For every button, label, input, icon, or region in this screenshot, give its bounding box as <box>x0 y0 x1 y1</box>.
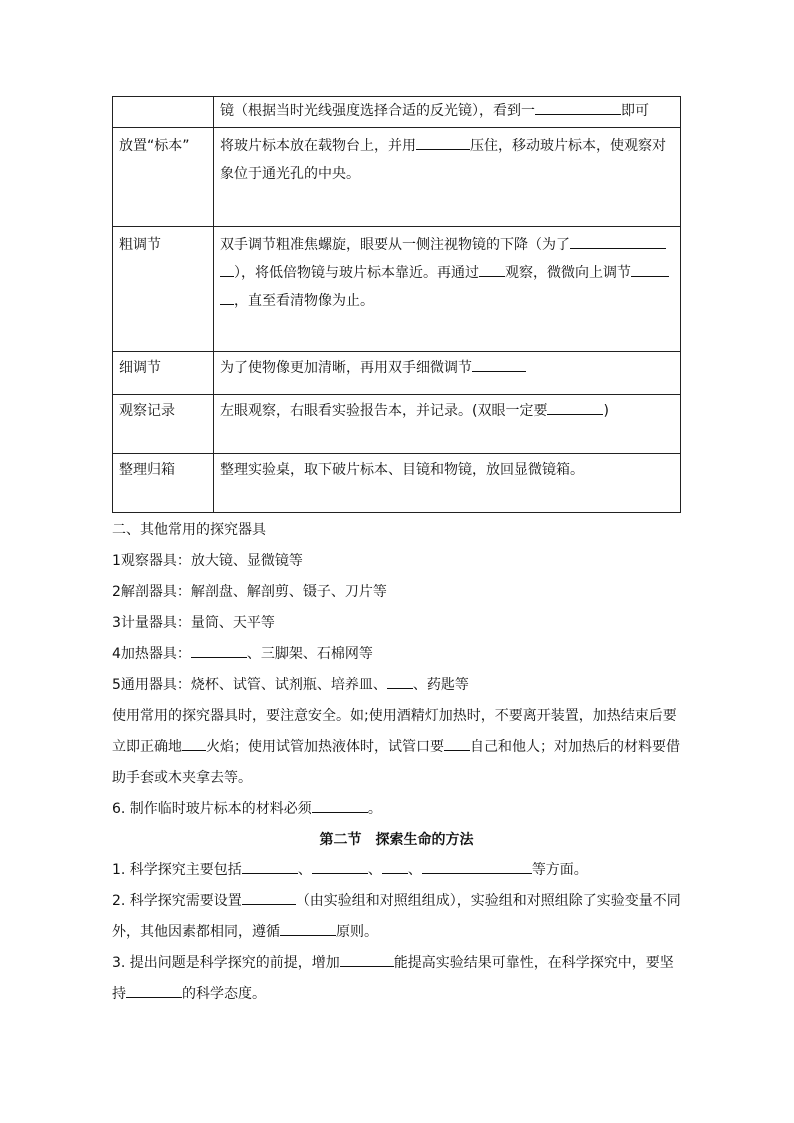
row-label: 细调节 <box>113 352 214 395</box>
row-text: 即可 <box>621 103 649 119</box>
fill-blank[interactable] <box>444 734 470 751</box>
row-text: 整理实验桌，取下破片标本、目镜和物镜，放回显微镜箱。 <box>220 462 584 478</box>
question-text: 2. 科学探究需要设置 <box>112 893 242 909</box>
fill-blank[interactable] <box>479 260 505 277</box>
list-item <box>112 670 681 701</box>
fill-blank[interactable] <box>312 857 368 874</box>
table-row <box>113 128 681 227</box>
row-text: 压住，移动玻片标本，使观察对象位于通光孔的中央。 <box>220 138 666 182</box>
table-row <box>113 454 681 513</box>
item-text: 。 <box>367 801 382 817</box>
fill-blank[interactable] <box>416 133 470 150</box>
item-text: 、三脚架、石棉网等 <box>246 646 373 662</box>
question-text: 1. 科学探究主要包括 <box>112 862 242 878</box>
table-row <box>113 227 681 352</box>
question-3 <box>112 948 681 1010</box>
list-item: 2解剖器具：解剖盘、解剖剪、镊子、刀片等 <box>112 584 387 600</box>
question-text: 、 <box>367 862 382 878</box>
row-text: 双手调节粗准焦螺旋，眼要从一侧注视物镜的下降（为了 <box>220 237 570 253</box>
row-label <box>113 97 214 128</box>
row-text: 为了使物像更加清晰，再用双手细微调节 <box>220 360 472 376</box>
fill-blank[interactable] <box>312 796 368 813</box>
section-heading: 第二节 探索生命的方法 <box>319 832 474 848</box>
row-content <box>214 352 681 395</box>
row-content <box>214 97 681 128</box>
row-label: 观察记录 <box>113 395 214 454</box>
fill-blank[interactable] <box>220 288 234 305</box>
row-label: 整理归箱 <box>113 454 214 513</box>
row-text: 左眼观察，右眼看实验报告本，并记录。(双眼一定要 <box>220 403 548 419</box>
list-item <box>112 794 681 825</box>
list-item <box>112 639 681 670</box>
section-title: 二、其他常用的探究器具 <box>112 522 266 538</box>
question-text: 等方面。 <box>531 862 588 878</box>
fill-blank[interactable] <box>535 98 621 115</box>
table-row <box>113 352 681 395</box>
row-text: 观察，微微向上调节 <box>505 265 631 281</box>
table-row <box>113 97 681 128</box>
fill-blank[interactable] <box>182 734 206 751</box>
fill-blank[interactable] <box>382 857 408 874</box>
fill-blank[interactable] <box>340 950 394 967</box>
item-text: 、药匙等 <box>412 677 469 693</box>
para-text: 自己和他人；对加热后的材料要借助手套或木夹拿去等。 <box>112 739 680 786</box>
fill-blank[interactable] <box>547 398 603 415</box>
fill-blank[interactable] <box>191 641 247 658</box>
row-text: ），将低倍物镜与玻片标本靠近。再通过 <box>234 265 479 281</box>
fill-blank[interactable] <box>387 672 413 689</box>
para-text: 火焰；使用试管加热液体时，试管口要 <box>206 739 444 755</box>
item-text: 6. 制作临时玻片标本的材料必须 <box>112 801 312 817</box>
row-content <box>214 227 681 352</box>
question-text: 3. 提出问题是科学探究的前提，增加 <box>112 955 340 971</box>
table-row <box>113 395 681 454</box>
row-text: ) <box>603 403 609 419</box>
question-text: 原则。 <box>336 924 378 940</box>
question-1 <box>112 855 681 886</box>
document-body <box>112 96 681 1010</box>
question-text: 、 <box>407 862 422 878</box>
question-text: （由实验组和对照组组成），实验组和对照组除了实验变量不同外，其他因素都相同，遵循 <box>112 893 681 940</box>
item-text: 4加热器具： <box>112 646 191 662</box>
row-content <box>214 454 681 513</box>
fill-blank[interactable] <box>126 981 182 998</box>
question-text: 、 <box>297 862 312 878</box>
fill-blank[interactable] <box>220 260 234 277</box>
safety-paragraph <box>112 701 681 794</box>
fill-blank[interactable] <box>280 919 336 936</box>
row-content <box>214 128 681 227</box>
fill-blank[interactable] <box>422 857 532 874</box>
row-text: ，直至看清物像为止。 <box>234 293 374 309</box>
fill-blank[interactable] <box>242 888 296 905</box>
question-text: 的科学态度。 <box>182 986 266 1002</box>
row-label: 放置“标本” <box>113 128 214 227</box>
fill-blank[interactable] <box>631 260 669 277</box>
fill-blank[interactable] <box>570 232 666 249</box>
fill-blank[interactable] <box>472 355 526 372</box>
row-text: 将玻片标本放在载物台上，并用 <box>220 138 416 154</box>
item-text: 5通用器具：烧杯、试管、试剂瓶、培养皿、 <box>112 677 387 693</box>
fill-blank[interactable] <box>242 857 298 874</box>
row-content <box>214 395 681 454</box>
procedure-table <box>112 96 681 513</box>
list-item: 1观察器具：放大镜、显微镜等 <box>112 553 303 569</box>
question-2 <box>112 886 681 948</box>
para-text: 使用常用的探究器具时，要注意安全。如;使用酒精灯加热时，不要离开装置，加热结束后要立即正确地 <box>112 708 677 755</box>
row-text: 镜（根据当时光线强度选择合适的反光镜），看到一 <box>220 103 535 119</box>
list-item: 3计量器具：量筒、天平等 <box>112 615 275 631</box>
row-label: 粗调节 <box>113 227 214 352</box>
question-text: 能提高实验结果可靠性，在科学探究中，要坚持 <box>112 955 674 1002</box>
